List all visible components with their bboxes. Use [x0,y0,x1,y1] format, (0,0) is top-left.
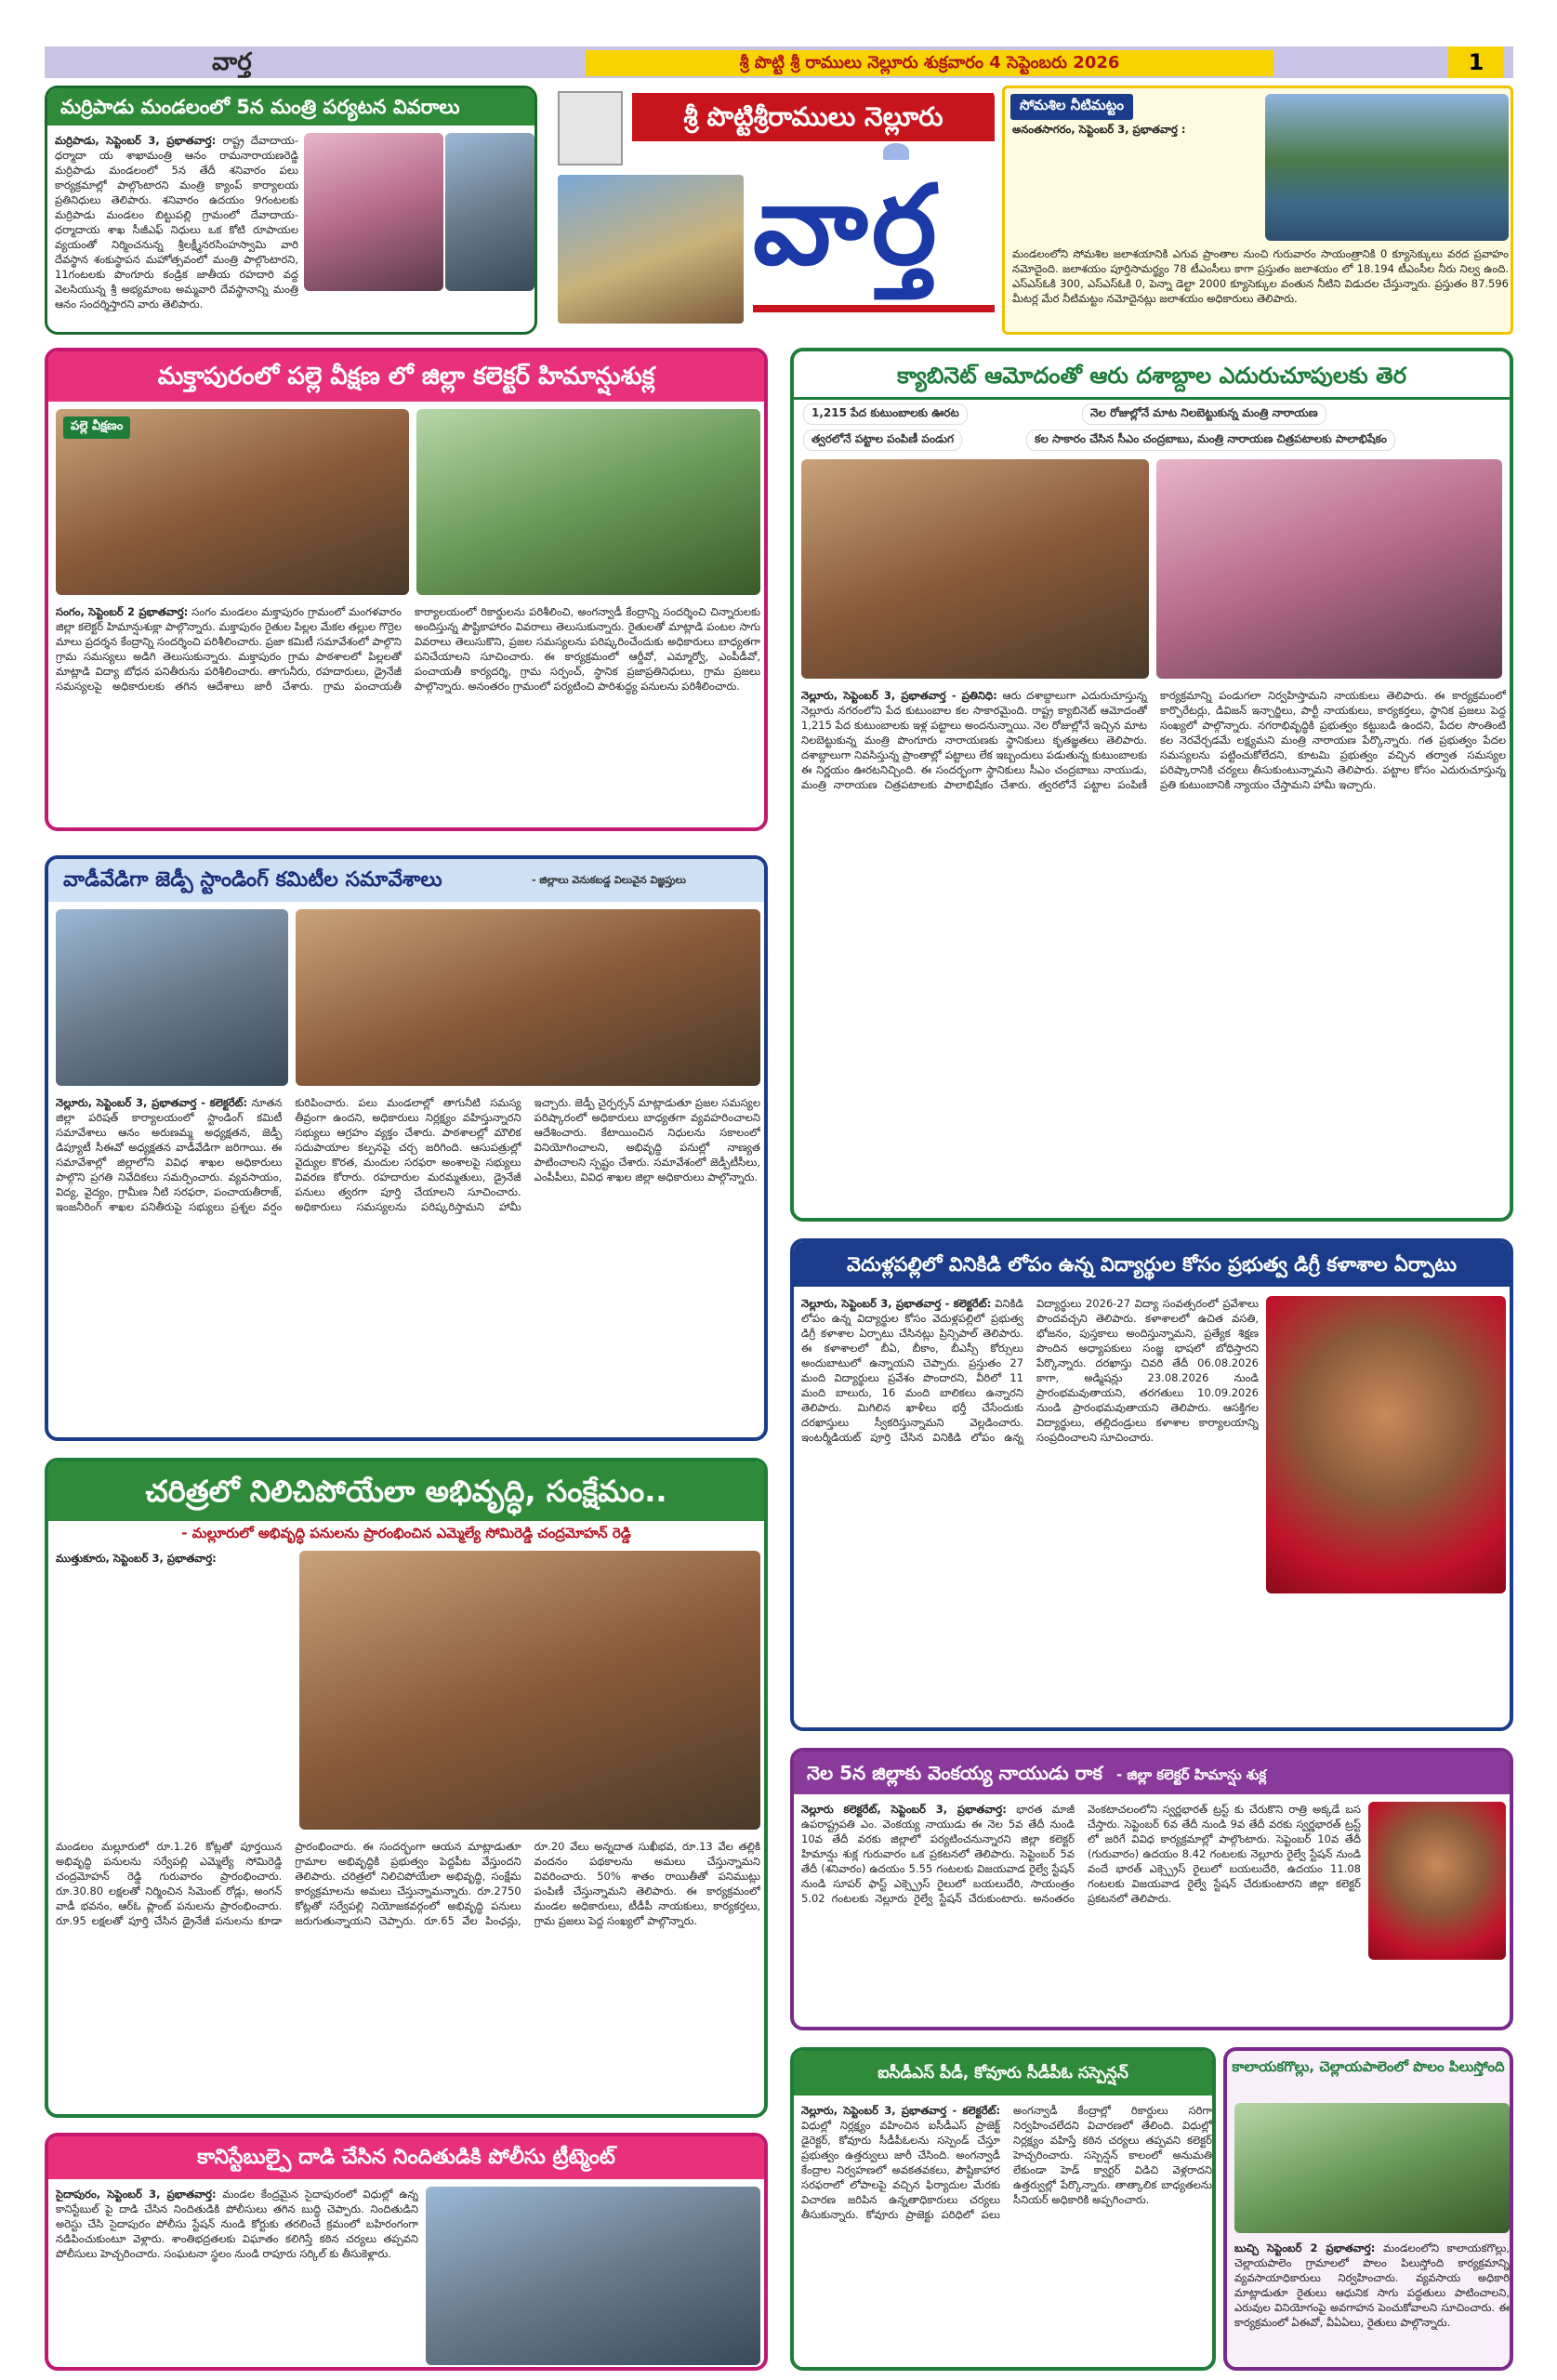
top-strip [45,46,1513,78]
minister-photo [304,133,443,291]
article-body-left: ముత్తుకూరు, సెప్టెంబర్ 3, ప్రభాతవార్త: [56,1552,217,1565]
article-body: నెల్లూరు, సెప్టెంబర్ 3, ప్రభాతవార్త - కలెక్టరేట్: నూతన జిల్లా పరిషత్ కార్యాలయంలో స్టాండింగ్ కమిటీ సమావేశాలు ఆనం అరుణమ్మ అధ్యక్షతన, జెడ్పీ డిప్యూటీ సీఈవో అధ్యక్షతన వాడీవేడిగా జరిగాయి. ఈ సమావేశాల్లో జిల్లాలోని వివిధ శాఖల అధికారులు పాల్గొని ప్రగతి నివేదికలు సమర్పించారు. వ్యవసాయం, విద్య, వైద్యం, గ్రామీణ నీటి సరఫరా, పంచాయతీరాజ్, ఇంజనీరింగ్ శాఖల పనితీరుపై సభ్యులు ప్రశ్నల వర్షం కురిపించారు. పలు మండలాల్లో తాగునీటి సమస్య తీవ్రంగా ఉందని, అధికారులు నిర్లక్ష్యం వహిస్తున్నారని సభ్యులు ఆగ్రహం వ్యక్తం చేశారు. పాఠశాలల్లో మౌలిక సదుపాయాల కల్పనపై చర్చ జరిగింది. ఆసుపత్రుల్లో వైద్యుల కొరత, మందుల సరఫరా అంశాలపై సభ్యులు వివరణ కోరారు. రహదారుల మరమ్మతులు, డ్రైనేజీ పనులు త్వరగా పూర్తి చేయాలని సూచించారు. అధికారులు సమస్యలను పరిష్కరిస్తామని హామీ ఇచ్చారు. జెడ్పీ చైర్పర్సన్ మాట్లాడుతూ ప్రజల సమస్యల పరిష్కారంలో అధికారులు బాధ్యతగా వ్యవహరించాలని ఆదేశించారు. కేటాయించిన నిధులను సకాలంలో వినియోగించాలని, అభివృద్ధి పనుల్లో నాణ్యత పాటించాలని స్పష్టం చేశారు. సమావేశంలో జెడ్పీటీసీలు, ఎంపీపీలు, వివిధ శాఖల జిల్లా అధికారులు పాల్గొన్నారు. [56,1096,760,1213]
officials-photo [56,909,288,1086]
story-mini-visit [45,86,537,335]
headline: క్యాబినెట్ ఆమోదంతో ఆరు దశాబ్దాల ఎదురుచూపులకు తెర [794,351,1510,400]
headline: కానిస్టేబుల్పై దాడి చేసిన నిందితుడికి పోలీసు ట్రీట్మెంట్ [48,2136,764,2179]
article-body: నెల్లూరు కలెక్టరేట్, సెప్టెంబర్ 3, ప్రభాతవార్త: భారత మాజీ ఉపరాష్ట్రపతి ఎం. వెంకయ్య నాయుడు ఈ నెల 5వ తేదీ నుండి 10వ తేదీ వరకు జిల్లాలో పర్యటించనున్నారని జిల్లా కలెక్టర్ హిమాన్షు శుక్ల గురువారం ఒక ప్రకటనలో తెలిపారు. సెప్టెంబర్ 5వ తేదీ (శనివారం) ఉదయం 5.55 గంటలకు విజయవాడ రైల్వే స్టేషన్ నుండి సూపర్ ఫాస్ట్ ఎక్స్ప్రెస్ రైలులో బయలుదేరి, సాయంత్రం 5.02 గంటలకు నెల్లూరు రైల్వే స్టేషన్ చేరుకుంటారు. అనంతరం వెంకటాచలంలోని స్వర్ణభారత్ ట్రస్ట్ కు చేరుకొని రాత్రి అక్కడే బస చేస్తారు. సెప్టెంబర్ 6వ తేదీ నుండి 9వ తేదీ వరకు స్వర్ణభారత్ ట్రస్ట్ లో జరిగే వివిధ కార్యక్రమాల్లో పాల్గొంటారు. సెప్టెంబర్ 10వ తేదీ (గురువారం) ఉదయం 8.42 గంటలకు నెల్లూరు రైల్వే స్టేషన్ నుండి వందే భారత్ ఎక్స్ప్రెస్ రైలులో బయలుదేరి, ఉదయం 11.08 గంటలకు విజయవాడ రైల్వే స్టేషన్ చేరుకుంటారని జిల్లా కలెక్టర్ ప్రకటనలో తెలిపారు. [801,1803,1361,1905]
page-number: 1 [1448,46,1504,78]
masthead [548,86,995,331]
headline: మర్రిపాడు మండలంలో 5న మంత్రి పర్యటన వివరాలు [47,88,534,126]
principal-photo [1266,1296,1506,1593]
venkaiah-photo [1368,1802,1506,1960]
story-farm-field [1223,2047,1513,2371]
headline: ఐసీడీఎస్ పీడీ, కోవూరు సీడీపీఓ సస్పెన్షన్ [794,2051,1212,2096]
portrait-celebration-photo [801,459,1149,679]
dateline: శ్రీ పొట్టి శ్రీ రాములు నెల్లూరు శుక్రవారం 4 సెప్టెంబరు 2026 [586,50,1273,76]
committee-meeting-photo [296,909,760,1086]
article-body: మండలం మల్లూరులో రూ.1.26 కోట్లతో పూర్తయిన అభివృద్ధి పనులను సర్వేపల్లి ఎమ్మెల్యే సోమిరెడ్డి చంద్రమోహన్ రెడ్డి గురువారం ప్రారంభించారు. రూ.30.80 లక్షలతో నిర్మించిన సిమెంట్ రోడ్లు, అంగన్ వాడీ భవనం, ఆర్ఓ ప్లాంట్ పనులను ప్రారంభించారు. రూ.95 లక్షలతో పూర్తి చేసిన డ్రైనేజీ పనులను కూడా ప్రారంభించారు. ఈ సందర్భంగా ఆయన మాట్లాడుతూ గ్రామాల అభివృద్ధికి ప్రభుత్వం పెద్దపీట వేస్తుందని తెలిపారు. చరిత్రలో నిలిచిపోయేలా అభివృద్ధి, సంక్షేమ కార్యక్రమాలను అమలు చేస్తున్నామన్నారు. రూ.2750 కోట్లతో సర్వేపల్లి నియోజకవర్గంలో అభివృద్ధి పనులు జరుగుతున్నాయని చెప్పారు. రూ.65 వేల పింఛన్లు, రూ.20 వేలు అన్నదాత సుఖీభవ, రూ.13 వేల తల్లికి వందనం పథకాలను అమలు చేస్తున్నామని వివరించారు. 50% శాతం రాయితీతో పనిముట్లు పంపిణీ చేస్తున్నామని తెలిపారు. ఈ కార్యక్రమంలో మండల అధికారులు, టీడీపీ నాయకులు, కార్యకర్తలు, గ్రామ ప్రజలు పెద్ద సంఖ్యలో పాల్గొన్నారు. [56,1840,760,1927]
article-body: నెల్లూరు, సెప్టెంబర్ 3, ప్రభాతవార్త - కలెక్టరేట్: వినికిడి లోపం ఉన్న విద్యార్థుల కోసం వెదుళ్లపల్లిలో ప్రభుత్వ డిగ్రీ కళాశాల ఏర్పాటు చేసినట్లు ప్రిన్సిపాల్ తెలిపారు. ఈ కళాశాలలో బీఏ, బీకాం, బీఎస్సీ కోర్సులు అందుబాటులో ఉన్నాయని చెప్పారు. ప్రస్తుతం 27 మంది విద్యార్థులు ప్రవేశం పొందారని, వీరిలో 11 మంది బాలురు, 16 మంది బాలికలు ఉన్నారని తెలిపారు. మిగిలిన ఖాళీలు భర్తీ చేసేందుకు దరఖాస్తులు స్వీకరిస్తున్నామని వెల్లడించారు. ఇంటర్మీడియట్ పూర్తి చేసిన వినికిడి లోపం ఉన్న విద్యార్థులు 2026-27 విద్యా సంవత్సరంలో ప్రవేశాలు పొందవచ్చని తెలిపారు. కళాశాలలో ఉచిత వసతి, భోజనం, పుస్తకాలు అందిస్తున్నామని, ప్రత్యేక శిక్షణ పొందిన అధ్యాపకులు సంజ్ఞ భాషలో బోధిస్తారని పేర్కొన్నారు. దరఖాస్తు చివరి తేదీ 06.08.2026 కాగా, అడ్మిషన్లు 23.08.2026 నుండి ప్రారంభమవుతాయని, తరగతులు 10.09.2026 నుండి ప్రారంభమవుతాయని తెలిపారు. ఆసక్తిగల విద్యార్థులు, తల్లిదండ్రులు కళాశాల కార్యాలయాన్ని సంప్రదించాలని సూచించారు. [801,1297,1259,1444]
headline: నెల 5న జిల్లాకు వెంకయ్య నాయుడు రాక - జిల్లా కలెక్టర్ హిమాన్షు శుక్ల [794,1752,1510,1794]
headline: కాలాయకగొల్లు, చెల్లాయపాలెంలో పొలం పిలుస్తోంది [1232,2058,1505,2075]
story-somasila [1002,86,1513,335]
subheading: - జిల్లాలు వెనుకబడ్డ విలువైన విజ్ఞప్తులు [532,874,686,886]
subheading: - మల్లూరులో అభివృద్ధి పనులను ప్రారంభించిన ఎమ్మెల్యే సోమిరెడ్డి చంద్రమోహన్ రెడ్డి [181,1525,631,1541]
masthead-small: వార్త [212,48,252,76]
landmark-collage [558,175,744,324]
headline: సోమశిల నీటిమట్టం [1010,94,1133,120]
story-collector-village [45,348,768,831]
story-degree-college [790,1238,1513,1731]
headline: వాడీవేడిగా జెడ్పీ స్టాండింగ్ కమిటీల సమావేశాలు [48,859,764,902]
article-body: సంగం, సెప్టెంబర్ 2 ప్రభాతవార్త: సంగం మండలం మక్తాపురం గ్రామంలో మంగళవారం జిల్లా కలెక్టర్ హిమాన్షుశుక్లా పాల్గొన్నారు. మక్తాపురం రైతుల పిల్లల మేకల తల్లుల గొర్రెల మాలు ప్రదర్శన కేంద్రాన్ని సందర్శించి పరిశీలించారు. ప్రజా కమిటీ సమావేశంలో పాల్గొని గ్రామ సమస్యలు అడిగి తెలుసుకున్నారు. మక్తాపురం గ్రామ పాఠశాలలో పిల్లలతో మాట్లాడి విద్యా బోధన పనితీరును పరిశీలించారు. తాగునీరు, రహదారులు, డ్రైనేజీ సమస్యలపై అధికారులకు తగిన ఆదేశాలు జారీ చేశారు. గ్రామ పంచాయతీ కార్యాలయంలో రికార్డులను పరిశీలించి, అంగన్వాడీ కేంద్రాన్ని సందర్శించి చిన్నారులకు అందిస్తున్న పౌష్టికాహారం వివరాలు తెలుసుకున్నారు. రైతులతో మాట్లాడి పంటల సాగు వివరాలు తెలుసుకొని, ప్రజల సమస్యలను పరిష్కరించేందుకు అధికారులు బాధ్యతగా పనిచేయాలని సూచించారు. ఈ కార్యక్రమంలో ఆర్డీవో, ఎమ్మార్వో, ఎంపీడీవో, పంచాయతీ కార్యదర్శి, గ్రామ సర్పంచ్, స్థానిక ప్రజాప్రతినిధులు, గ్రామ ప్రజలు పాల్గొన్నారు. అనంతరం గ్రామంలో పర్యటించి పారిశుద్ధ్య పనులను పరిశీలించారు. [56,605,760,693]
headline: మక్తాపురంలో పల్లె వీక్షణ లో జిల్లా కలెక్టర్ హిమాన్షుశుక్ల [48,351,764,402]
inauguration-photo [299,1551,760,1830]
bullet-1: 1,215 పేద కుటుంబాలకు ఊరట [803,403,968,425]
collector-photo [416,409,760,595]
bridge-photo [445,133,534,291]
bullet-3: త్వరలోనే పట్టాల పంపిణీ పండుగ [803,430,962,451]
article-body: నెల్లూరు, సెప్టెంబర్ 3, ప్రభాతవార్త - కలెక్టరేట్: విధుల్లో నిర్లక్ష్యం వహించిన ఐసీడీఎస్ ప్రాజెక్ట్ డైరెక్టర్, కోవూరు సీడీపీఓలను సస్పెండ్ చేస్తూ ప్రభుత్వం ఉత్తర్వులు జారీ చేసింది. అంగన్వాడీ కేంద్రాల నిర్వహణలో అవకతవకలు, పౌష్టికాహార సరఫరాలో లోపాలపై వచ్చిన ఫిర్యాదుల మేరకు విచారణ జరిపిన ఉన్నతాధికారులు చర్యలు తీసుకున్నారు. కోవూరు ప్రాజెక్టు పరిధిలో పలు అంగన్వాడీ కేంద్రాల్లో రికార్డులు సరిగా నిర్వహించలేదని విచారణలో తేలింది. విధుల్లో నిర్లక్ష్యం వహిస్తే కఠిన చర్యలు తప్పవని కలెక్టర్ హెచ్చరించారు. సస్పెన్షన్ కాలంలో అనుమతి లేకుండా హెడ్ క్వార్టర్ విడిచి వెళ్లరాదని ఉత్తర్వుల్లో పేర్కొన్నారు. తాత్కాలిక బాధ్యతలను సీనియర్ అధికారికి అప్పగించారు. [801,2104,1212,2221]
story-development-welfare [45,1458,768,2118]
article-body: మర్రిపాడు, సెప్టెంబర్ 3, ప్రభాతవార్త: రాష్ట్ర దేవాదాయ- ధర్మాదా య శాఖామంత్రి ఆనం రామనారాయణరెడ్డి మర్రిపాడు మండలంలో 5న తేదీ శనివారం పలు కార్యక్రమాల్లో పాల్గొంటారని మంత్రి క్యాంప్ కార్యాలయ ప్రతినిధులు తెలిపారు. శనివారం ఉదయం 9గంటలకు మర్రిపాడు మండలం బిట్టుపల్లి గ్రామంలో దేవాదాయ-ధర్మాదాయ శాఖ సీజీఎఫ్ నిధులు ఒక కోటి రూపాయల వ్యయంతో నిర్మించనున్న శ్రీలక్ష్మీనరసింహస్వామి వారి దేవస్థాన శంకుస్థాపన మహోత్సవంలో మంత్రి పాల్గొంటారని, 11గంటలకు పొంగూరు కండ్రిక జాతీయ రహదారి వద్ద వెలసియున్న శ్రీ అభ్యమాంబ అమ్మవారి దేవస్థానాన్ని మంత్రి ఆనం సందర్శిస్తారని వారు తెలిపారు. [55,134,298,311]
crowd-photo [1156,459,1502,679]
bullet-4: కల సాకారం చేసిన సీఎం చంద్రబాబు, మంత్రి నారాయణ చిత్రపటాలకు పాలాభిషేకం [1026,430,1395,451]
title-underline [753,305,995,312]
story-zp-committees [45,855,768,1441]
banner-text: పల్లె వీక్షణం [63,416,130,439]
bullet-2: నెల రోజుల్లోనే మాట నిలబెట్టుకున్న మంత్రి నారాయణ [1082,403,1326,425]
article-body: మండలంలోని సోమశిల జలాశయానికి ఎగువ ప్రాంతాల నుంచి గురువారం సాయంత్రానికి 0 క్యూసెక్కులు వరద ప్రవాహం నమోదైంది. జలాశయం పూర్తిసామర్థ్యం 78 టీఎంసీలు కాగా ప్రస్తుతం జలాశయం లో 18.194 టీఎంసీల నీరు నిల్వ ఉంది. ఎస్ఎస్ఓకి 300, ఎస్ఎస్ఓకి 0, పెన్నా డెల్టా 2000 క్యూసెక్కుల వంతున నీటిని విడుదల చేస్తున్నారు. ప్రస్తుతం 87.596 మీటర్ల మేర నీటిమట్టం నమోదైనట్లు జలాశయం అధికారులు తెలిపారు. [1012,247,1509,305]
story-icds-suspension [790,2047,1216,2371]
article-body: సైదాపురం, సెప్టెంబర్ 3, ప్రభాతవార్త: మండల కేంద్రమైన సైదాపురంలో విధుల్లో ఉన్న కానిస్టేబుల్ పై దాడి చేసిన నిందితుడికి పోలీసులు తగిన బుద్ధి చెప్పారు. నిందితుడిని అరెస్టు చేసి సైదాపురం పోలీసు స్టేషన్ నుండి కోర్టుకు తరలించే క్రమంలో బహిరంగంగా నడిపించుకుంటూ వెళ్లారు. శాంతిభద్రతలకు విఘాతం కలిగిస్తే కఠిన చర్యలు తప్పవని పోలీసులు హెచ్చరించారు. సంఘటనా స్థలం నుండి రాపూరు సర్కిల్ కు తీసుకెళ్లారు. [56,2188,418,2260]
dove-icon [883,143,909,160]
founder-portrait [558,91,623,165]
article-body: బుచ్చి సెప్టెంబర్ 2 ప్రభాతవార్త: మండలంలోని కాలాయకగొల్లు, చెల్లాయపాలెం గ్రామాలలో పొలం పిలుస్తోంది కార్యక్రమాన్ని వ్యవసాయాధికారులు నిర్వహించారు. వ్యవసాయ అధికారి మాట్లాడుతూ రైతులు ఆధునిక సాగు పద్ధతులు పాటించాలని, ఎరువుల వినియోగంపై అవగాహన పెంచుకోవాలని సూచించారు. ఈ కార్యక్రమంలో ఏఈవో, వీఏఏలు, రైతులు పాల్గొన్నారు. [1234,2241,1510,2329]
meeting-photo [56,409,409,595]
headline: చరిత్రలో నిలిచిపోయేలా అభివృద్ధి, సంక్షేమం.. [48,1461,764,1521]
story-venkaiah-visit [790,1748,1513,2030]
article-body: నెల్లూరు, సెప్టెంబర్ 3, ప్రభాతవార్త - ప్రతినిధి: ఆరు దశాబ్దాలుగా ఎదురుచూస్తున్న నెల్లూరు నగరంలోని పేద కుటుంబాల కల సాకారమైంది. రాష్ట్ర క్యాబినెట్ ఆమోదంతో 1,215 పేద కుటుంబాలకు ఇళ్ల పట్టాలు అందనున్నాయి. నెల రోజుల్లోనే ఇచ్చిన మాట నిలబెట్టుకున్న మంత్రి పొంగూరు నారాయణకు స్థానికులు కృతజ్ఞతలు తెలిపారు. దశాబ్దాలుగా నివసిస్తున్న ప్రాంతాల్లో పట్టాలు లేక ఇబ్బందులు పడుతున్న కుటుంబాలకు ఈ నిర్ణయం ఊరటనిచ్చింది. ఈ సందర్భంగా స్థానికులు సీఎం చంద్రబాబు నాయుడు, మంత్రి నారాయణ చిత్రపటాలకు పాలాభిషేకం చేశారు. త్వరలోనే పట్టాల పంపిణీ కార్యక్రమాన్ని పండుగలా నిర్వహిస్తామని నాయకులు తెలిపారు. ఈ కార్యక్రమంలో కార్పొరేటర్లు, డివిజన్ ఇన్చార్జిలు, పార్టీ నాయకులు, కార్యకర్తలు, స్థానిక ప్రజలు పెద్ద సంఖ్యలో పాల్గొన్నారు. నగరాభివృద్ధికి ప్రభుత్వం కట్టుబడి ఉందని, పేదల సొంతింటి కల నెరవేర్చడమే లక్ష్యమని మంత్రి నారాయణ పేర్కొన్నారు. గత ప్రభుత్వం పేదల సమస్యలను పట్టించుకోలేదని, కూటమి ప్రభుత్వం వచ్చిన తర్వాత సమస్యల పరిష్కారానికి చర్యలు తీసుకుంటున్నామని తెలిపారు. పట్టాల కోసం ఎదురుచూస్తున్న ప్రతి కుటుంబానికి న్యాయం చేస్తామని హామీ ఇచ్చారు. [801,689,1506,791]
highlight-bullets [803,403,1508,454]
edition-name: శ్రీ పొట్టిశ్రీరాములు నెల్లూరు [632,93,995,141]
headline: వెదుళ్లపల్లిలో వినికిడి లోపం ఉన్న విద్యార్థుల కోసం ప్రభుత్వ డిగ్రీ కళాశాల ఏర్పాటు [794,1242,1510,1287]
dam-photo [1265,94,1509,241]
story-cabinet-approval [790,348,1513,1222]
police-photo [426,2187,760,2365]
paper-title: వార్త [753,160,941,289]
farmers-meeting-photo [1234,2103,1510,2233]
story-police-treatment [45,2133,768,2371]
article-body-top: అనంతసాగరం, సెప్టెంబర్ 3, ప్రభాతవార్త : [1012,123,1186,136]
